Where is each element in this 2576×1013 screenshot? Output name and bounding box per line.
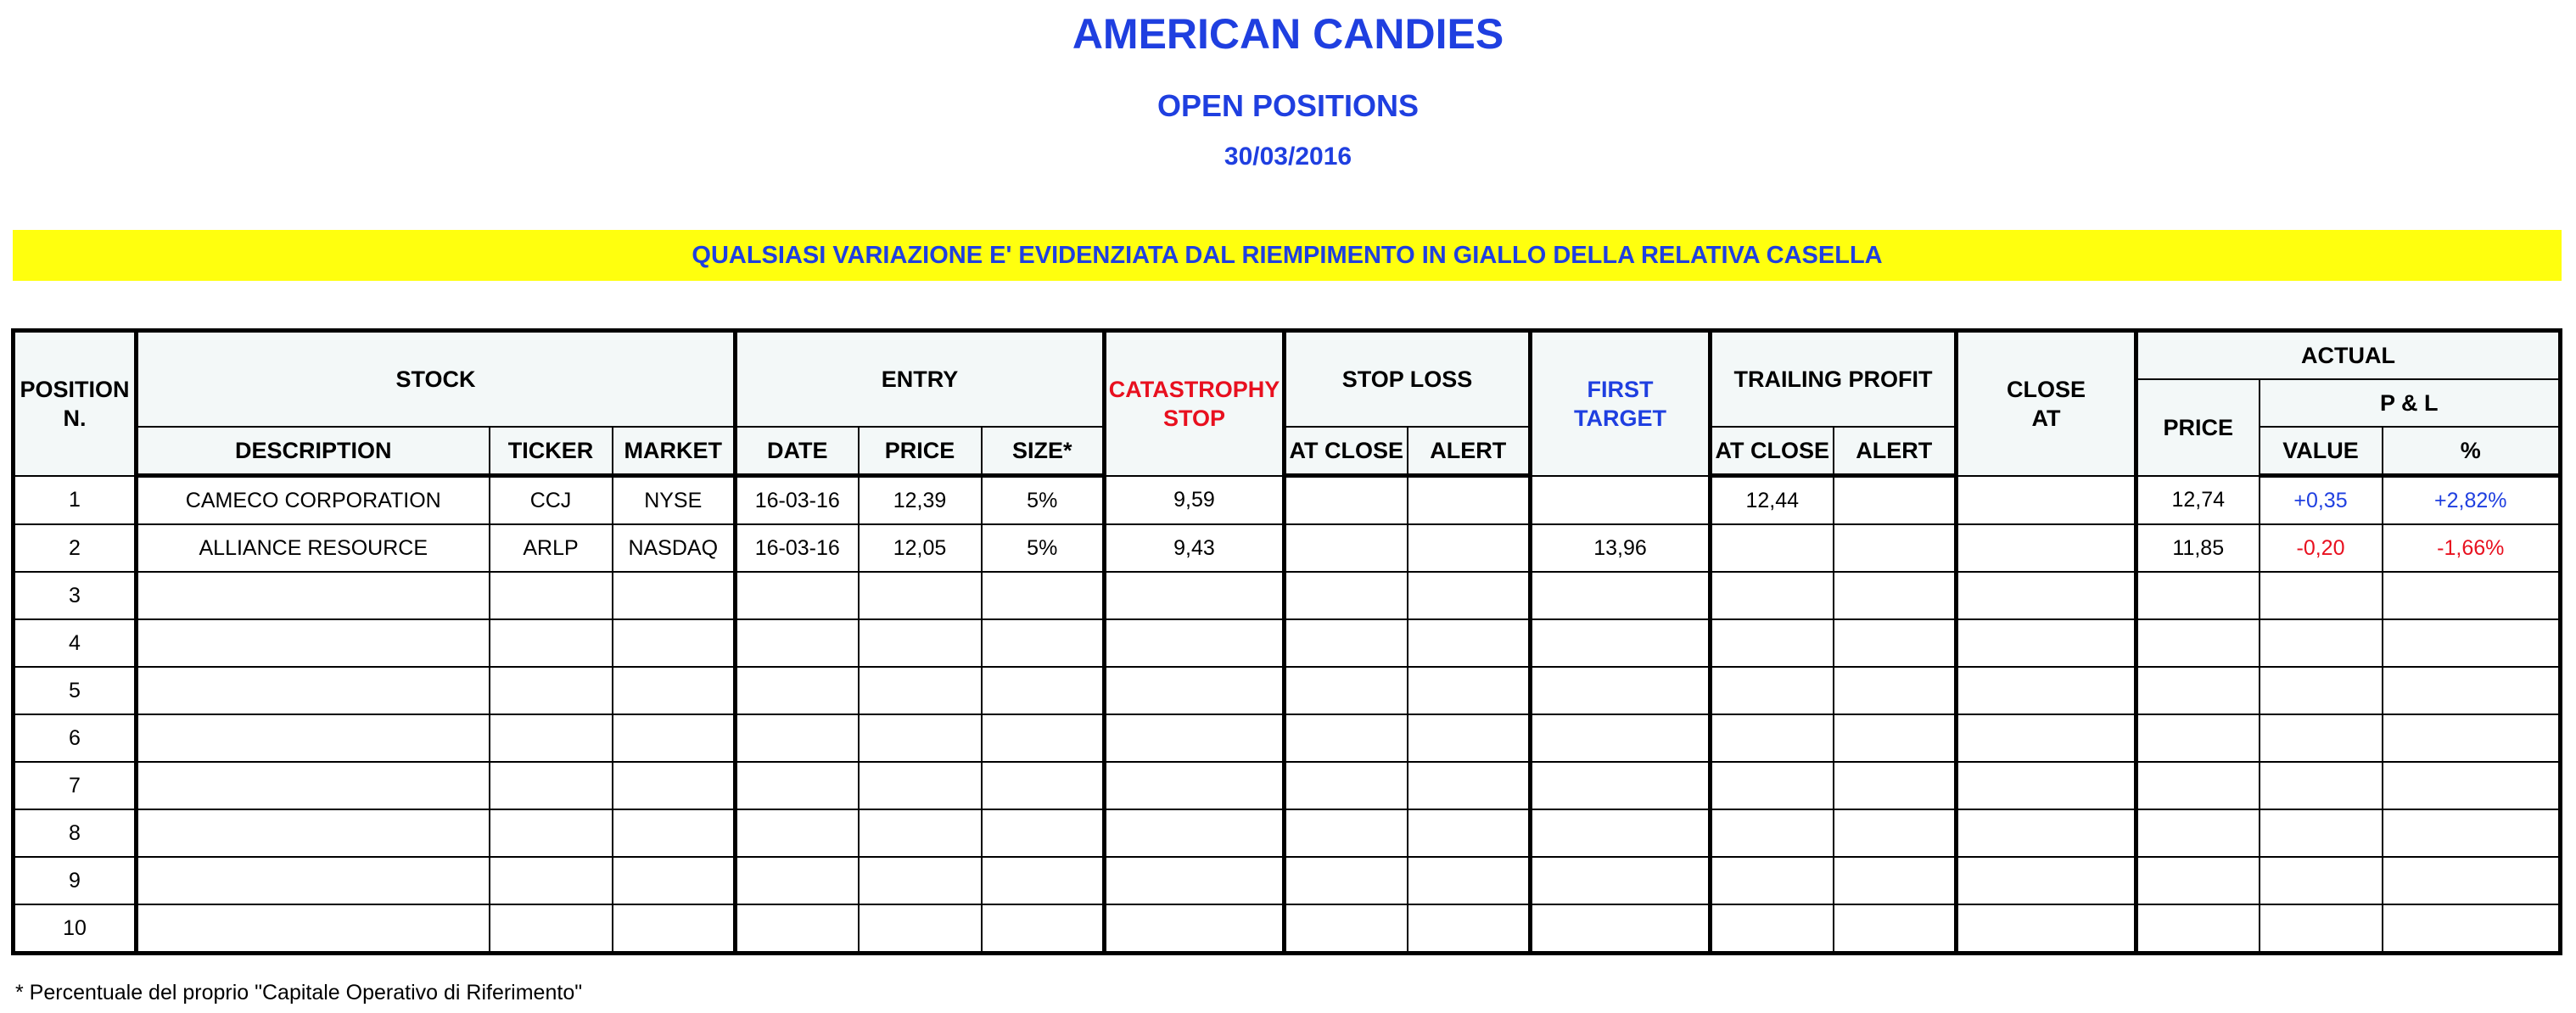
cell-pl-pct — [2383, 762, 2561, 809]
cell-price — [859, 809, 982, 857]
cell-date — [736, 762, 859, 809]
cell-market — [613, 857, 736, 904]
cell-catastrophy-stop — [1105, 572, 1285, 619]
cell-stop-at-close — [1285, 857, 1408, 904]
cell-actual-price — [2136, 904, 2260, 954]
cell-actual-price — [2136, 714, 2260, 762]
cell-trail-alert — [1834, 714, 1957, 762]
cell-n: 9 — [14, 857, 137, 904]
cell-ticker — [490, 809, 613, 857]
cell-price — [859, 572, 982, 619]
cell-first-target — [1531, 809, 1711, 857]
cell-close-at — [1957, 572, 2136, 619]
cell-n: 7 — [14, 762, 137, 809]
table-body — [14, 476, 2561, 954]
report-date: 30/03/2016 — [1224, 143, 1352, 171]
header-actual-price: PRICE — [2136, 379, 2260, 476]
cell-close-at — [1957, 667, 2136, 714]
notice-banner — [13, 230, 2562, 281]
cell-date — [736, 857, 859, 904]
header-close-at-line2: AT — [2031, 405, 2061, 431]
cell-actual-price: 12,74 — [2136, 476, 2260, 525]
header-catastrophy-line1: CATASTROPHY — [1108, 376, 1280, 402]
cell-price: 12,39 — [859, 476, 982, 525]
header-first-target-line2: TARGET — [1574, 405, 1666, 431]
cell-stop-at-close — [1285, 762, 1408, 809]
cell-stop-alert — [1408, 476, 1531, 525]
cell-n: 5 — [14, 667, 137, 714]
cell-stop-alert — [1408, 904, 1531, 954]
cell-trail-alert — [1834, 619, 1957, 667]
cell-trail-alert — [1834, 667, 1957, 714]
header-stop-alert: ALERT — [1408, 427, 1531, 476]
table-row — [14, 572, 2561, 619]
cell-market: NYSE — [613, 476, 736, 525]
cell-first-target — [1531, 572, 1711, 619]
header-entry: ENTRY — [736, 331, 1105, 428]
header-position-line1: POSITION — [20, 376, 130, 402]
cell-n: 3 — [14, 572, 137, 619]
cell-n: 6 — [14, 714, 137, 762]
cell-price — [859, 714, 982, 762]
table-row — [14, 476, 2561, 525]
cell-trail-at-close — [1711, 904, 1834, 954]
header-stop-loss: STOP LOSS — [1285, 331, 1531, 428]
header-position-line2: N. — [63, 405, 87, 431]
table-row — [14, 809, 2561, 857]
cell-ticker — [490, 667, 613, 714]
cell-stop-at-close — [1285, 524, 1408, 572]
cell-size — [982, 762, 1105, 809]
cell-stop-alert — [1408, 524, 1531, 572]
cell-actual-price — [2136, 572, 2260, 619]
notice-banner-text: QUALSIASI VARIAZIONE E' EVIDENZIATA DAL RIEMPIMENTO IN GIALLO DELLA RELATIVA CASELLA — [692, 241, 1883, 269]
header-pl-value: VALUE — [2260, 427, 2383, 476]
cell-description — [137, 714, 490, 762]
cell-close-at — [1957, 619, 2136, 667]
cell-description: CAMECO CORPORATION — [137, 476, 490, 525]
cell-description — [137, 809, 490, 857]
cell-description — [137, 572, 490, 619]
cell-pl-value — [2260, 762, 2383, 809]
cell-date — [736, 904, 859, 954]
table-row — [14, 904, 2561, 954]
cell-trail-alert — [1834, 904, 1957, 954]
cell-first-target — [1531, 904, 1711, 954]
cell-ticker: CCJ — [490, 476, 613, 525]
cell-description — [137, 857, 490, 904]
cell-price: 12,05 — [859, 524, 982, 572]
cell-market — [613, 762, 736, 809]
cell-date: 16-03-16 — [736, 524, 859, 572]
cell-actual-price — [2136, 857, 2260, 904]
cell-description: ALLIANCE RESOURCE — [137, 524, 490, 572]
cell-stop-at-close — [1285, 809, 1408, 857]
cell-actual-price — [2136, 809, 2260, 857]
cell-close-at — [1957, 524, 2136, 572]
cell-stop-alert — [1408, 762, 1531, 809]
cell-trail-at-close — [1711, 667, 1834, 714]
cell-size — [982, 572, 1105, 619]
cell-catastrophy-stop — [1105, 809, 1285, 857]
cell-stop-alert — [1408, 714, 1531, 762]
cell-ticker — [490, 572, 613, 619]
cell-ticker — [490, 762, 613, 809]
cell-pl-pct — [2383, 809, 2561, 857]
cell-description — [137, 619, 490, 667]
cell-close-at — [1957, 476, 2136, 525]
header-market: MARKET — [613, 427, 736, 476]
cell-ticker: ARLP — [490, 524, 613, 572]
cell-pl-value — [2260, 667, 2383, 714]
header-ticker: TICKER — [490, 427, 613, 476]
cell-price — [859, 619, 982, 667]
page-title: AMERICAN CANDIES — [1072, 10, 1504, 58]
header-pl: P & L — [2260, 379, 2561, 427]
cell-first-target — [1531, 857, 1711, 904]
cell-pl-value: +0,35 — [2260, 476, 2383, 525]
cell-stop-at-close — [1285, 619, 1408, 667]
cell-n: 10 — [14, 904, 137, 954]
cell-close-at — [1957, 714, 2136, 762]
header-size: SIZE* — [982, 427, 1105, 476]
header-stock: STOCK — [137, 331, 736, 428]
cell-close-at — [1957, 762, 2136, 809]
cell-price — [859, 762, 982, 809]
cell-pl-value — [2260, 714, 2383, 762]
cell-trail-alert — [1834, 572, 1957, 619]
header-trailing-profit: TRAILING PROFIT — [1711, 331, 1957, 428]
cell-catastrophy-stop: 9,43 — [1105, 524, 1285, 572]
table-row — [14, 619, 2561, 667]
cell-price — [859, 904, 982, 954]
header-first-target-line1: FIRST — [1587, 376, 1654, 402]
cell-trail-at-close — [1711, 572, 1834, 619]
cell-pl-pct — [2383, 857, 2561, 904]
header-catastrophy-line2: STOP — [1162, 405, 1226, 431]
cell-trail-at-close — [1711, 714, 1834, 762]
header-trail-at-close: AT CLOSE — [1711, 427, 1834, 476]
cell-stop-at-close — [1285, 904, 1408, 954]
cell-catastrophy-stop — [1105, 762, 1285, 809]
cell-pl-value: -0,20 — [2260, 524, 2383, 572]
cell-description — [137, 904, 490, 954]
cell-description — [137, 762, 490, 809]
cell-catastrophy-stop — [1105, 714, 1285, 762]
cell-market: NASDAQ — [613, 524, 736, 572]
header-pl-pct: % — [2383, 427, 2561, 476]
cell-first-target — [1531, 762, 1711, 809]
cell-pl-pct — [2383, 667, 2561, 714]
cell-first-target — [1531, 714, 1711, 762]
cell-market — [613, 809, 736, 857]
cell-size — [982, 904, 1105, 954]
cell-pl-value — [2260, 809, 2383, 857]
cell-description — [137, 667, 490, 714]
cell-trail-at-close — [1711, 762, 1834, 809]
cell-size — [982, 857, 1105, 904]
cell-trail-alert — [1834, 762, 1957, 809]
cell-date — [736, 667, 859, 714]
cell-market — [613, 619, 736, 667]
cell-date: 16-03-16 — [736, 476, 859, 525]
cell-stop-at-close — [1285, 667, 1408, 714]
cell-price — [859, 667, 982, 714]
cell-catastrophy-stop: 9,59 — [1105, 476, 1285, 525]
cell-date — [736, 619, 859, 667]
cell-actual-price: 11,85 — [2136, 524, 2260, 572]
header-position — [14, 331, 137, 476]
cell-trail-alert — [1834, 476, 1957, 525]
table-row — [14, 667, 2561, 714]
header-trail-alert: ALERT — [1834, 427, 1957, 476]
header-close-at — [1957, 331, 2136, 476]
cell-date — [736, 809, 859, 857]
cell-first-target — [1531, 667, 1711, 714]
cell-close-at — [1957, 904, 2136, 954]
cell-ticker — [490, 619, 613, 667]
cell-market — [613, 714, 736, 762]
cell-trail-at-close — [1711, 619, 1834, 667]
header-catastrophy-stop — [1105, 331, 1285, 476]
cell-pl-pct: -1,66% — [2383, 524, 2561, 572]
cell-pl-value — [2260, 904, 2383, 954]
cell-actual-price — [2136, 762, 2260, 809]
cell-stop-alert — [1408, 619, 1531, 667]
footnote: * Percentuale del proprio "Capitale Operativo di Riferimento" — [15, 981, 583, 1005]
header-actual: ACTUAL — [2136, 331, 2561, 380]
cell-pl-pct — [2383, 714, 2561, 762]
cell-stop-alert — [1408, 857, 1531, 904]
table-row — [14, 762, 2561, 809]
cell-pl-value — [2260, 857, 2383, 904]
cell-ticker — [490, 857, 613, 904]
header-price: PRICE — [859, 427, 982, 476]
cell-date — [736, 572, 859, 619]
cell-size — [982, 714, 1105, 762]
cell-n: 8 — [14, 809, 137, 857]
table-row — [14, 714, 2561, 762]
cell-trail-at-close: 12,44 — [1711, 476, 1834, 525]
cell-pl-pct — [2383, 904, 2561, 954]
header-date: DATE — [736, 427, 859, 476]
cell-n: 2 — [14, 524, 137, 572]
cell-stop-at-close — [1285, 476, 1408, 525]
cell-pl-pct — [2383, 619, 2561, 667]
cell-trail-at-close — [1711, 524, 1834, 572]
cell-market — [613, 572, 736, 619]
cell-catastrophy-stop — [1105, 857, 1285, 904]
cell-stop-alert — [1408, 667, 1531, 714]
cell-close-at — [1957, 809, 2136, 857]
cell-first-target — [1531, 476, 1711, 525]
cell-close-at — [1957, 857, 2136, 904]
cell-catastrophy-stop — [1105, 619, 1285, 667]
cell-stop-alert — [1408, 809, 1531, 857]
cell-pl-pct: +2,82% — [2383, 476, 2561, 525]
cell-size — [982, 809, 1105, 857]
cell-ticker — [490, 714, 613, 762]
cell-first-target — [1531, 619, 1711, 667]
cell-trail-at-close — [1711, 809, 1834, 857]
header-close-at-line1: CLOSE — [2006, 376, 2086, 402]
cell-pl-pct — [2383, 572, 2561, 619]
cell-n: 1 — [14, 476, 137, 525]
cell-size: 5% — [982, 524, 1105, 572]
cell-size — [982, 667, 1105, 714]
header-first-target — [1531, 331, 1711, 476]
cell-catastrophy-stop — [1105, 904, 1285, 954]
cell-stop-alert — [1408, 572, 1531, 619]
cell-actual-price — [2136, 667, 2260, 714]
cell-market — [613, 904, 736, 954]
header-stop-at-close: AT CLOSE — [1285, 427, 1408, 476]
cell-stop-at-close — [1285, 714, 1408, 762]
cell-catastrophy-stop — [1105, 667, 1285, 714]
cell-size — [982, 619, 1105, 667]
cell-first-target: 13,96 — [1531, 524, 1711, 572]
table-row — [14, 524, 2561, 572]
cell-pl-value — [2260, 572, 2383, 619]
open-positions-table — [11, 328, 2562, 955]
cell-price — [859, 857, 982, 904]
cell-n: 4 — [14, 619, 137, 667]
cell-stop-at-close — [1285, 572, 1408, 619]
cell-trail-alert — [1834, 524, 1957, 572]
cell-date — [736, 714, 859, 762]
cell-market — [613, 667, 736, 714]
cell-trail-alert — [1834, 857, 1957, 904]
cell-trail-alert — [1834, 809, 1957, 857]
cell-ticker — [490, 904, 613, 954]
cell-trail-at-close — [1711, 857, 1834, 904]
cell-size: 5% — [982, 476, 1105, 525]
cell-actual-price — [2136, 619, 2260, 667]
page-subtitle: OPEN POSITIONS — [1156, 88, 1420, 123]
table-row — [14, 857, 2561, 904]
cell-pl-value — [2260, 619, 2383, 667]
header-description: DESCRIPTION — [137, 427, 490, 476]
